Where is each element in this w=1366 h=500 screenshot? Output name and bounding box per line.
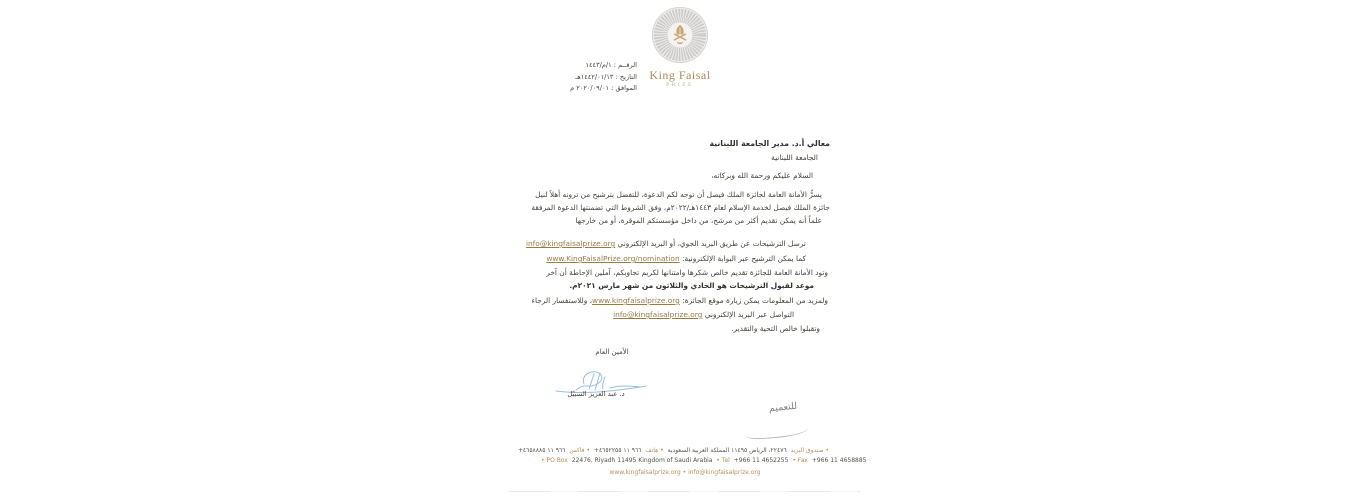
body-paragraph1-line2: جائزة الملك فيصل لخدمة الإسلام لعام ١٤٤٣هـ/٢٠٢٢م، وفق الشروط التي تضمنتها الدعوة المرفقة (531, 203, 830, 212)
footer-web-line: www.kingfaisalprize.org • info@kingfaisalprize.org (609, 469, 761, 476)
contact-email-link[interactable]: info@kingfaisalprize.org (613, 310, 703, 319)
footer-english-line (540, 457, 867, 465)
submission-mail-line (526, 239, 806, 249)
footer-en-fax-label: • Fax (792, 457, 808, 464)
logo-wordmark-sub: PRIZE (666, 82, 694, 88)
handwritten-note: للتعميم (768, 400, 798, 415)
footer-en-fax-value: +966 11 4658885 (811, 457, 867, 464)
info-line1-suffix: ، وللاستفسار الرجاء (531, 296, 593, 305)
letter-document (517, 0, 867, 500)
reference-number: الرقــم : ١/م/١٤٤٣ (585, 61, 637, 69)
info-line2-text: التواصل عبر البريد الإلكتروني (702, 310, 794, 319)
salutation: السلام عليكم ورحمة الله وبركاته، (711, 171, 813, 180)
signatory-name: د. عبد العزيز السبيّل (567, 390, 625, 398)
recipient-title: معالي أ.د. مدير الجامعة اللبنانية (709, 139, 830, 148)
handwritten-underline (746, 423, 809, 440)
info-line1-text: ولمزيد من المعلومات يمكن زيارة موقع الجائزة: (679, 296, 828, 305)
signatory-title: الأمين العام (595, 348, 629, 356)
logo-wordmark: King Faisal (649, 68, 711, 82)
body-paragraph1-line1: يسرُّ الأمانة العامة لجائزة الملك فيصل أن توجه لكم الدعوة، للتفضل بترشيح من ترونه أهلاً لنيل (535, 190, 822, 199)
recipient-org: الجامعة اللبنانية (771, 153, 818, 162)
footer-arabic-line (517, 447, 830, 455)
website-link[interactable]: www.kingfaisalprize.org (592, 296, 680, 305)
page-bottom-edge (508, 491, 860, 492)
footer-en-tel-label: • Tel (716, 457, 730, 464)
reference-block (545, 60, 637, 95)
footer-ar-tel-value: +٩٦٦ ١١ ٤٦٥٢٢٥٥ (593, 447, 642, 454)
closing-line: وتقبلوا خالص التحية والتقدير. (731, 324, 820, 333)
footer-ar-tel-label: • هاتف (645, 447, 664, 454)
submission-portal-text: كما يمكن الترشيح عبر البوابة الإلكترونية: (679, 254, 806, 263)
body-paragraph1-line3: علماً أنه يمكن تقديم أكثر من مرشح، من داخل مؤسستكم الموقرة، أو من خارجها (575, 216, 822, 225)
deadline-line: موعد لقبول الترشيحات هو الحادي والثلاثون من شهر مارس ٢٠٢١م. (569, 281, 814, 290)
reference-date-gregorian: الموافق : ٢٠٢٠/٠٩/٠١ م (570, 84, 637, 92)
footer-en-pobox-label: • PO Box (541, 457, 568, 464)
footer-ar-pobox-value: ٢٢٤٧٦، الرياض ١١٤٩٥ المملكة العربية السعودية (667, 447, 787, 454)
footer-ar-fax-value: +٩٦٦ ١١ ٤٦٥٨٨٨٥ (517, 447, 566, 454)
submission-mail-text: ترسل الترشيحات عن طريق البريد الجوي، أو البريد الإلكتروني (615, 239, 806, 248)
info-line1 (531, 296, 828, 306)
email-link[interactable]: info@kingfaisalprize.org (525, 239, 616, 248)
footer-ar-fax-label: • فاكس (569, 447, 590, 454)
footer-en-tel-value: +966 11 4652255 (733, 457, 789, 464)
kfp-medallion-icon (651, 6, 709, 64)
reference-date-hijri: التاريخ : ١٤٤٢/٠١/١٣هـ (575, 72, 637, 81)
submission-portal-line (546, 254, 806, 264)
thanks-line1: وتود الأمانة العامة للجائزة تقديم خالص شكرها وامتنانها لكريم تجاوبكم، آملين الإحاطة أن آخر (546, 268, 828, 277)
info-line2 (613, 310, 794, 320)
footer-ar-pobox-label: • صندوق البريد (790, 447, 829, 454)
nomination-portal-link[interactable]: www.KingFaisalPrize.org/nomination (546, 254, 680, 263)
footer-en-pobox-value: 22476, Riyadh 11495 Kingdom of Saudi Arabia (571, 457, 713, 464)
